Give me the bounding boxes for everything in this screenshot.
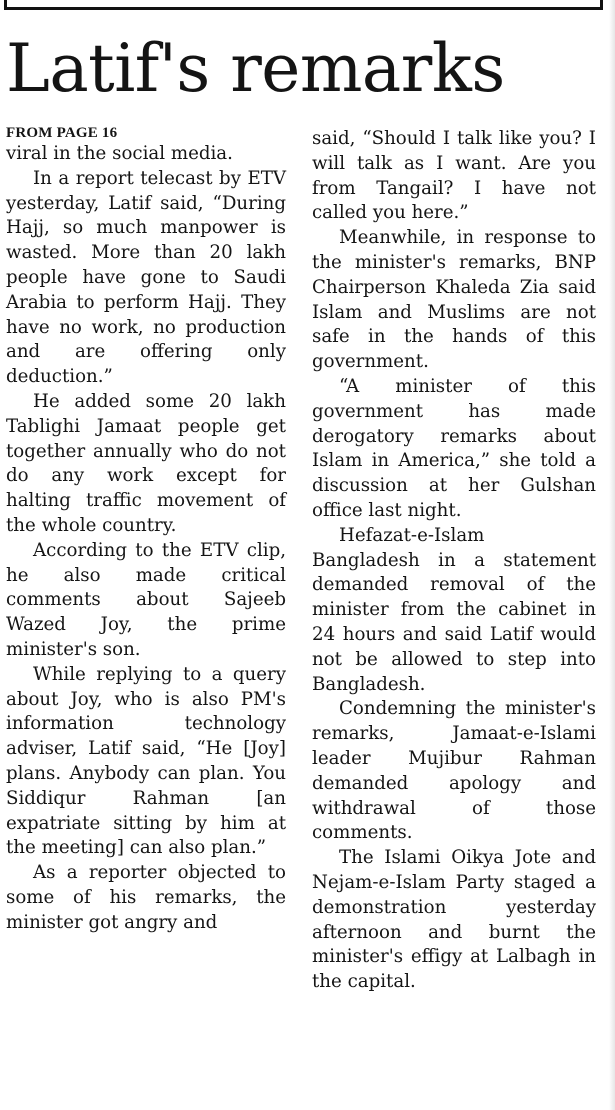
paragraph: According to the ETV clip, he also made critical comments about Sajeeb Wazed Joy, the prime minister's son. [6, 539, 286, 660]
page-edge-shadow [609, 0, 615, 1110]
paragraph: The Islami Oikya Jote and Nejam-e-Islam Party staged a demonstration yesterday afternoon and burnt the minister's effigy at Lalbagh in the capital. [312, 847, 596, 993]
jump-line: FROM PAGE 16 [6, 125, 118, 141]
paragraph: viral in the social media. [6, 143, 233, 164]
right-column [312, 127, 596, 995]
paragraph: Meanwhile, in response to the minister's remarks, BNP Chairperson Khaleda Zia said Islam and Muslims are not safe in the hands of this government. [312, 227, 596, 373]
paragraph: He added some 20 lakh Tablighi Jamaat people get together annually who do not do any work except for halting traffic movement of the whole country. [6, 390, 286, 536]
paragraph: In a report telecast by ETV yesterday, Latif said, “During Hajj, so much manpower is wasted. More than 20 lakh people have gone to Saudi Arabia to perform Hajj. They have no work, no production and are offering only deduction.” [6, 167, 286, 388]
headline: Latif's remarks [6, 30, 505, 107]
paragraph: Hefazat-e-Islam Bangladesh in a statement demanded removal of the minister from the cabinet in 24 hours and said Latif would not be allowed to step into Bangladesh. [312, 524, 596, 695]
paragraph: As a reporter objected to some of his remarks, the minister got angry and [6, 862, 286, 933]
top-border-rule [4, 0, 603, 10]
paragraph: Condemning the minister's remarks, Jamaat-e-Islami leader Mujibur Rahman demanded apology and withdrawal of those comments. [312, 698, 596, 844]
paragraph: said, “Should I talk like you? I will talk as I want. Are you from Tangail? I have not called you here.” [312, 128, 596, 224]
paragraph: While replying to a query about Joy, who is also PM's information technology adviser, Latif said, “He [Joy] plans. Anybody can plan. You Siddiqur Rahman [an expatriate sitting by him at the meeting] can also plan.” [6, 663, 286, 859]
paragraph: “A minister of this government has made derogatory remarks about Islam in America,” she told a discussion at her Gulshan office last night. [312, 375, 596, 521]
left-column [6, 124, 286, 936]
